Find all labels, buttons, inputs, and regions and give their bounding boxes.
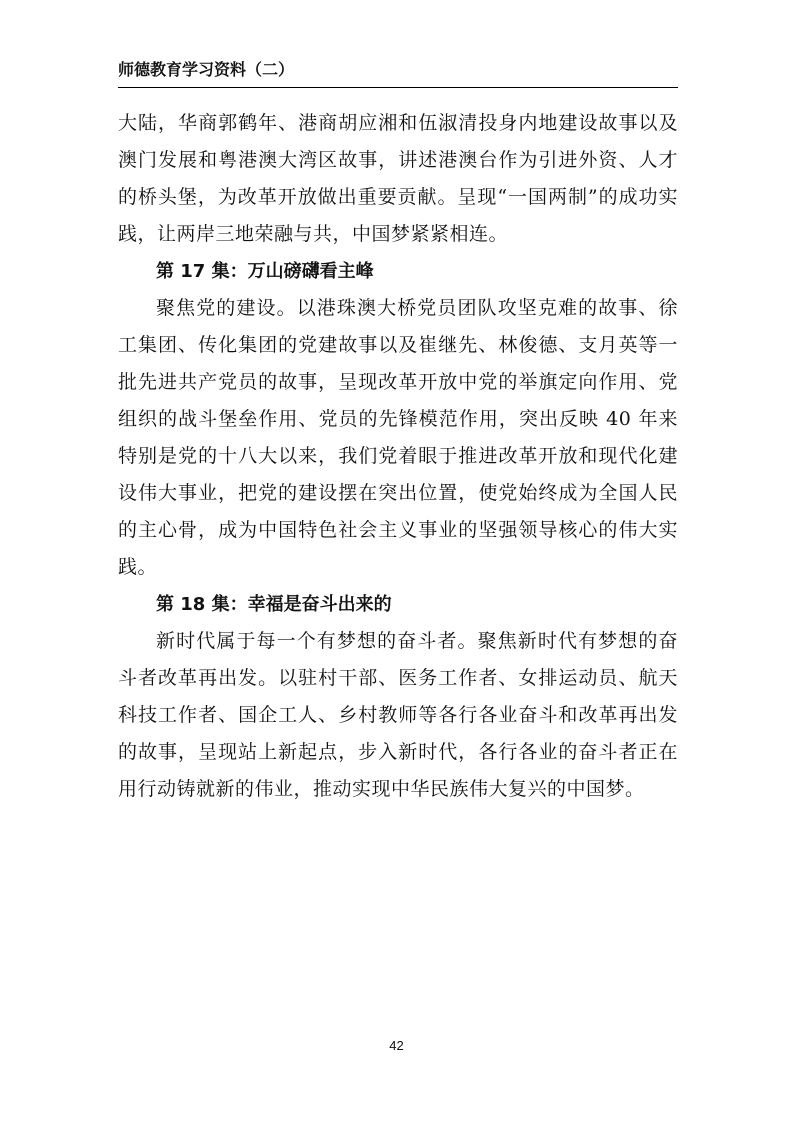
page-number: 42 <box>389 1038 404 1053</box>
page-header <box>118 58 678 88</box>
heading-episode-18: 第 18 集：幸福是奋斗出来的 <box>156 594 392 615</box>
paragraph-party-building: 聚焦党的建设。以港珠澳大桥党员团队攻坚克难的故事、徐工集团、传化集团的党建故事以及崔继先、林俊德、支月英等一批先进共产党员的故事，呈现改革开放中党的举旗定向作用、党组织的战斗堡垒作用、党员的先锋模范作用，突出反映 40 年来特别是党的十八大以来，我们党着眼于推进改革开放和现代化建设伟大事业，把党的建设摆在突出位置，使党始终成为全国人民的主心骨，成为中国特色社会主义事业的坚强领导核心的伟大实践。 <box>118 297 678 578</box>
paragraph-hk-macau-taiwan: 大陆，华商郭鹤年、港商胡应湘和伍淑清投身内地建设故事以及澳门发展和粤港澳大湾区故事，讲述港澳台作为引进外资、人才的桥头堡，为改革开放做出重要贡献。呈现“一国两制”的成功实践，让两岸三地荣融与共，中国梦紧紧相连。 <box>118 112 678 245</box>
heading-episode-17: 第 17 集：万山磅礴看主峰 <box>156 261 374 282</box>
paragraph-strivers: 新时代属于每一个有梦想的奋斗者。聚焦新时代有梦想的奋斗者改革再出发。以驻村干部、医务工作者、女排运动员、航天科技工作者、国企工人、乡村教师等各行各业奋斗和改革再出发的故事，呈现站上新起点，步入新时代，各行各业的奋斗者正在用行动铸就新的伟业，推动实现中华民族伟大复兴的中国梦。 <box>118 630 678 800</box>
document-body <box>118 105 678 808</box>
header-title: 师德教育学习资料（二） <box>118 60 295 79</box>
